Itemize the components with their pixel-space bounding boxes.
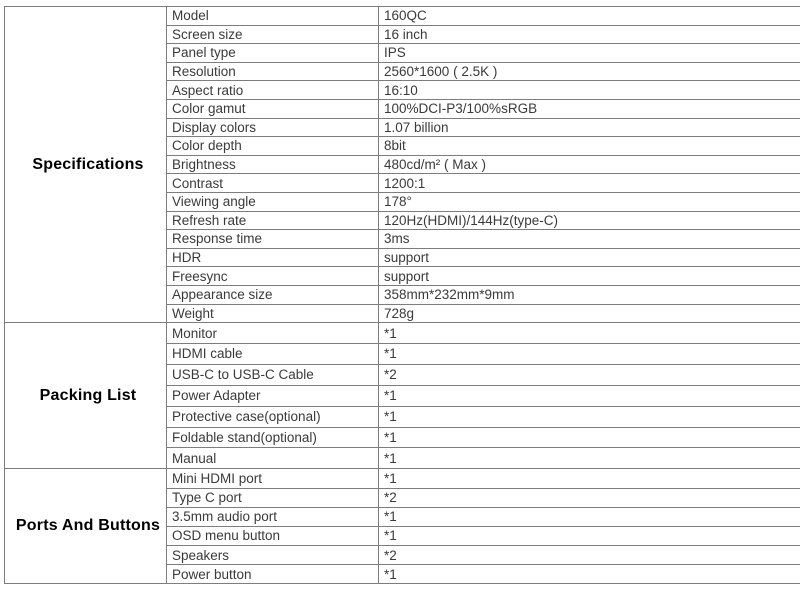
spec-value: support [379, 267, 800, 286]
spec-table-container [4, 6, 800, 584]
section-header: Packing List [5, 323, 167, 469]
spec-value: 1200:1 [379, 174, 800, 193]
section-packing-list [5, 323, 800, 469]
spec-label: Contrast [167, 174, 379, 193]
spec-label: HDR [167, 248, 379, 267]
spec-label: Manual [167, 448, 379, 469]
spec-value: *1 [379, 565, 800, 584]
spec-label: Refresh rate [167, 211, 379, 230]
spec-value: *1 [379, 385, 800, 406]
spec-label: Color gamut [167, 99, 379, 118]
table-row [5, 7, 800, 26]
spec-label: Type C port [167, 488, 379, 507]
spec-value: *1 [379, 507, 800, 526]
spec-label: Freesync [167, 267, 379, 286]
spec-label: 3.5mm audio port [167, 507, 379, 526]
spec-label: HDMI cable [167, 343, 379, 364]
spec-value: 480cd/m² ( Max ) [379, 155, 800, 174]
table-row [5, 323, 800, 344]
spec-value: 100%DCI-P3/100%sRGB [379, 99, 800, 118]
spec-value: 178° [379, 192, 800, 211]
spec-value: *1 [379, 343, 800, 364]
spec-label: Weight [167, 304, 379, 323]
spec-value: 16 inch [379, 25, 800, 44]
spec-label: Appearance size [167, 285, 379, 304]
spec-value: 1.07 billion [379, 118, 800, 137]
spec-label: Response time [167, 230, 379, 249]
spec-value: *2 [379, 488, 800, 507]
spec-label: Color depth [167, 137, 379, 156]
spec-value: 16:10 [379, 81, 800, 100]
spec-value: *2 [379, 546, 800, 565]
spec-value: 358mm*232mm*9mm [379, 285, 800, 304]
spec-value: 2560*1600 ( 2.5K ) [379, 62, 800, 81]
spec-value: *1 [379, 469, 800, 488]
spec-value: IPS [379, 44, 800, 63]
spec-label: Screen size [167, 25, 379, 44]
spec-value: 3ms [379, 230, 800, 249]
section-specifications [5, 7, 800, 323]
spec-label: Monitor [167, 323, 379, 344]
spec-label: OSD menu button [167, 526, 379, 545]
spec-table [4, 6, 800, 584]
spec-label: USB-C to USB-C Cable [167, 364, 379, 385]
table-row [5, 469, 800, 488]
spec-value: 120Hz(HDMI)/144Hz(type-C) [379, 211, 800, 230]
spec-label: Foldable stand(optional) [167, 427, 379, 448]
spec-value: 160QC [379, 7, 800, 26]
section-ports-and-buttons [5, 469, 800, 584]
spec-label: Panel type [167, 44, 379, 63]
spec-value: support [379, 248, 800, 267]
spec-value: *1 [379, 323, 800, 344]
spec-value: 8bit [379, 137, 800, 156]
section-header: Ports And Buttons [5, 469, 167, 584]
spec-label: Aspect ratio [167, 81, 379, 100]
spec-value: *1 [379, 427, 800, 448]
spec-label: Viewing angle [167, 192, 379, 211]
spec-label: Brightness [167, 155, 379, 174]
spec-label: Display colors [167, 118, 379, 137]
spec-label: Power button [167, 565, 379, 584]
section-header: Specifications [5, 7, 167, 323]
spec-value: *2 [379, 364, 800, 385]
spec-label: Resolution [167, 62, 379, 81]
spec-value: *1 [379, 448, 800, 469]
spec-label: Mini HDMI port [167, 469, 379, 488]
spec-value: *1 [379, 406, 800, 427]
spec-label: Speakers [167, 546, 379, 565]
spec-value: *1 [379, 526, 800, 545]
spec-label: Power Adapter [167, 385, 379, 406]
spec-value: 728g [379, 304, 800, 323]
spec-label: Model [167, 7, 379, 26]
spec-label: Protective case(optional) [167, 406, 379, 427]
